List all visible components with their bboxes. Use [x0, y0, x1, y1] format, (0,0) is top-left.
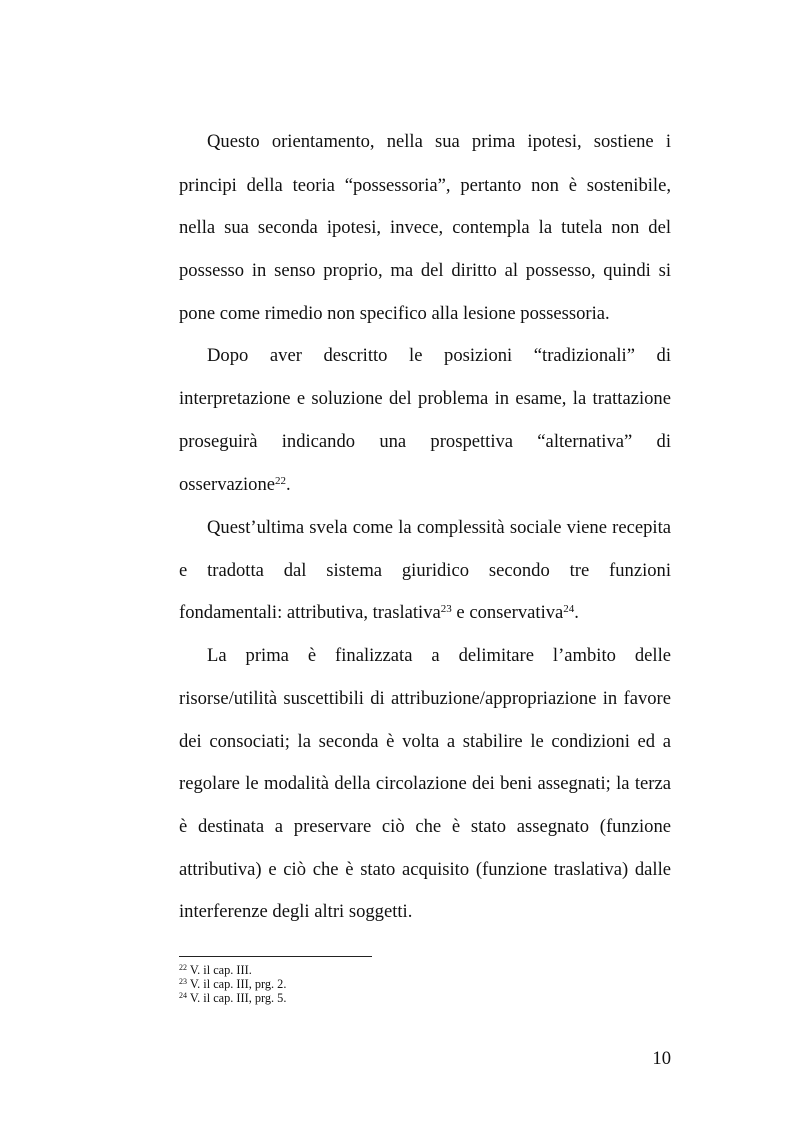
paragraph-1-line-5: pone come rimedio non specifico alla lesione possessoria. [179, 303, 610, 324]
footnote-ref-22[interactable]: 22 [275, 475, 287, 487]
footnote-separator [179, 956, 372, 957]
paragraph-1-line-2: principi della teoria “possessoria”, pertanto non è sostenibile, [179, 175, 671, 196]
paragraph-3-line-1: Quest’ultima svela come la complessità sociale viene recepita [207, 517, 671, 538]
paragraph-3-line-3 [179, 601, 671, 627]
footnote-22-text: V. il cap. III. [189, 963, 252, 977]
paragraph-2-line-3: proseguirà indicando una prospettiva “alternativa” di [179, 431, 671, 452]
paragraph-1-line-3: nella sua seconda ipotesi, invece, contempla la tutela non del [179, 217, 671, 238]
footnote-ref-23[interactable]: 23 [440, 603, 452, 615]
footnote-24-text: V. il cap. III, prg. 5. [189, 991, 287, 1005]
paragraph-3-last-after: . [574, 602, 579, 623]
paragraph-4-line-1: La prima è finalizzata a delimitare l’ambito delle [207, 645, 671, 666]
page-number: 10 [652, 1048, 671, 1069]
paragraph-3-last-middle: e conservativa [451, 602, 564, 623]
paragraph-4-line-2: risorse/utilità suscettibili di attribuzione/appropriazione in favore [179, 688, 671, 709]
paragraph-1-line-1: Questo orientamento, nella sua prima ipotesi, sostiene i [207, 131, 671, 152]
paragraph-4-line-3: dei consociati; la seconda è volta a stabilire le condizioni ed a [179, 731, 671, 752]
paragraph-2-line-2: interpretazione e soluzione del problema in esame, la trattazione [179, 388, 671, 409]
footnote-24 [179, 991, 286, 1007]
paragraph-2-last-text: osservazione [179, 474, 276, 495]
paragraph-2-line-1: Dopo aver descritto le posizioni “tradizionali” di [207, 345, 671, 366]
footnote-23-text: V. il cap. III, prg. 2. [189, 977, 287, 991]
paragraph-3-last-text: fondamentali: attributiva, traslativa [179, 602, 441, 623]
paragraph-3-line-2: e tradotta dal sistema giuridico secondo tre funzioni [179, 560, 671, 581]
footnote-ref-24[interactable]: 24 [563, 603, 575, 615]
footnote-24-number: 24 [179, 991, 187, 1000]
footnote-23-number: 23 [179, 977, 187, 986]
paragraph-2-last-after: . [286, 474, 291, 495]
paragraph-4-line-4: regolare le modalità della circolazione dei beni assegnati; la terza [179, 773, 671, 794]
paragraph-4-line-6: attributiva) e ciò che è stato acquisito (funzione traslativa) dalle [179, 859, 671, 880]
paragraph-2-line-4 [179, 473, 671, 499]
paragraph-1-line-4: possesso in senso proprio, ma del diritto al possesso, quindi si [179, 260, 671, 281]
paragraph-4-line-5: è destinata a preservare ciò che è stato assegnato (funzione [179, 816, 671, 837]
paragraph-4-line-7: interferenze degli altri soggetti. [179, 901, 413, 922]
footnote-22-number: 22 [179, 963, 187, 972]
